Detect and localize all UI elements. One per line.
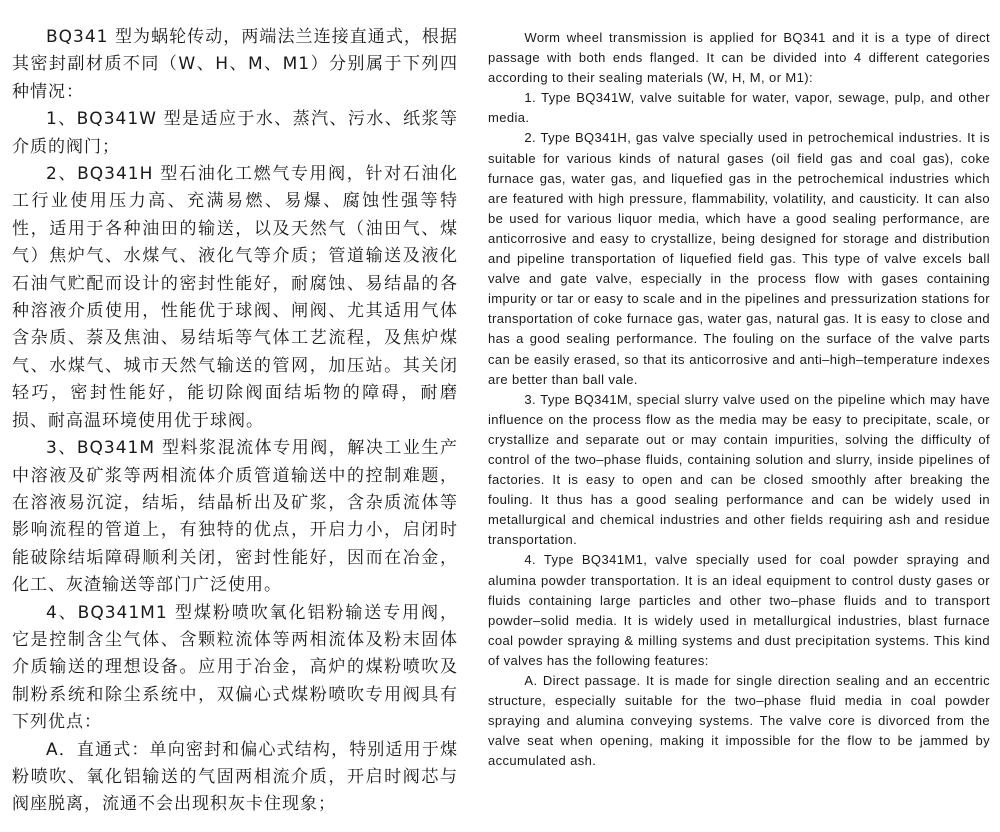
en-type-m1-paragraph: 4. Type BQ341M1, valve specially used for coal powder spraying and alumina powder transportation. It is an ideal equipment to control dusty gases or fluids containing large particles and other two–phase fluids and to transport powder–solid media. It is widely used in metallurgical industries, blast furnace coal powder spraying & milling systems and dust precipitation systems. This kind of valves has the following features: <box>488 552 990 668</box>
en-type-w-paragraph: 1. Type BQ341W, valve suitable for water, vapor, sewage, pulp, and other media. <box>488 90 990 126</box>
zh-feature-a-paragraph: A．直通式：单向密封和偏心式结构，特别适用于煤粉喷吹、氧化铝输送的气固两相流介质，开启时阀芯与阀座脱离，流通不会出现积灰卡住现象； <box>12 739 458 815</box>
en-intro-paragraph: Worm wheel transmission is applied for BQ341 and it is a type of direct passage with both ends flanged. It can be divided into 4 different categories according to their sealing materials (W, H, M, or M1): <box>488 30 990 86</box>
english-column <box>488 0 990 771</box>
zh-type-h-paragraph: 2、BQ341H 型石油化工燃气专用阀，针对石油化工行业使用压力高、充满易燃、易爆、腐蚀性强等特性，适用于各种油田的输送，以及天然气（油田气、煤气）焦炉气、水煤气、液化气等介质；管道输送及液化石油气贮配而设计的密封性能好，耐腐蚀、易结晶的各种溶液介质使用，性能优于球阀、闸阀、尤其适用气体含杂质、萘及焦油、易结垢等气体工艺流程，及焦炉煤气、水煤气、城市天然气输送的管网，加压站。其关闭轻巧，密封性能好，能切除阀面结垢物的障碍，耐磨损、耐高温环境使用优于球阀。 <box>12 164 458 431</box>
en-type-h-paragraph: 2. Type BQ341H, gas valve specially used in petrochemical industries. It is suitable for various kinds of natural gases (oil field gas and coal gas), coke furnace gas, water gas, and liquefied gas in the petrochemical industries which are featured with high pressure, flammability, volatility, and causticity. It can also be used for various liquor media, which have a good sealing performance, are anticorrosive and easy to crystallize, being designed for storage and distribution and pipeline transportation of liquefied field gas. This type of valve excels ball valve and gate valve, especially in the process flow with gases containing impurity or tar or easy to scale and in the pipelines and pressurization stations for transportation of coke furnace gas, water gas, natural gas. It is easy to close and has a good sealing performance. The fouling on the surface of the valve parts can be easily erased, so that its anticorrosive and anti–high–temperature indexes are better than ball vale. <box>488 130 990 387</box>
zh-type-w-paragraph: 1、BQ341W 型是适应于水、蒸汽、污水、纸浆等介质的阀门； <box>12 109 458 157</box>
zh-type-m-paragraph: 3、BQ341M 型料浆混流体专用阀，解决工业生产中溶液及矿浆等两相流体介质管道输送中的控制难题，在溶液易沉淀，结垢，结晶析出及矿浆，含杂质流体等影响流程的管道上，有独特的优点，开启力小，启闭时能破除结垢障碍顺利关闭，密封性能好，因而在冶金，化工、灰渣输送等部门广泛使用。 <box>12 438 458 596</box>
zh-type-m1-paragraph: 4、BQ341M1 型煤粉喷吹氧化铝粉输送专用阀，它是控制含尘气体、含颗粒流体等两相流体及粉末固体介质输送的理想设备。应用于冶金，高炉的煤粉喷吹及制粉系统和除尘系统中，双偏心式煤粉喷吹专用阀具有下列优点： <box>12 602 458 733</box>
zh-intro-paragraph: BQ341 型为蜗轮传动，两端法兰连接直通式，根据其密封副材质不同（W、H、M、M1）分别属于下列四种情况： <box>12 27 458 102</box>
chinese-column <box>12 0 458 819</box>
en-feature-a-paragraph: A. Direct passage. It is made for single direction sealing and an eccentric structure, especially suitable for the two–phase fluid media in coal powder spraying and alumina conveying systems. The valve core is divorced from the valve seat when opening, making it impossible for the flow to be jammed by accumulated ash. <box>488 673 990 769</box>
en-type-m-paragraph: 3. Type BQ341M, special slurry valve used on the pipeline which may have influence on the process flow as the media may be easy to precipitate, scale, or crystallize and separate out or may contain impurities, solving the difficulty of control of the two–phase fluids, containing solution and slurry, inside pipelines of factories. It is easy to open and can be closed smoothly after breaking the fouling. It thus has a good sealing performance and can be widely used in metallurgical and chemical industries and other fields requiring ash and residue transportation. <box>488 391 990 548</box>
